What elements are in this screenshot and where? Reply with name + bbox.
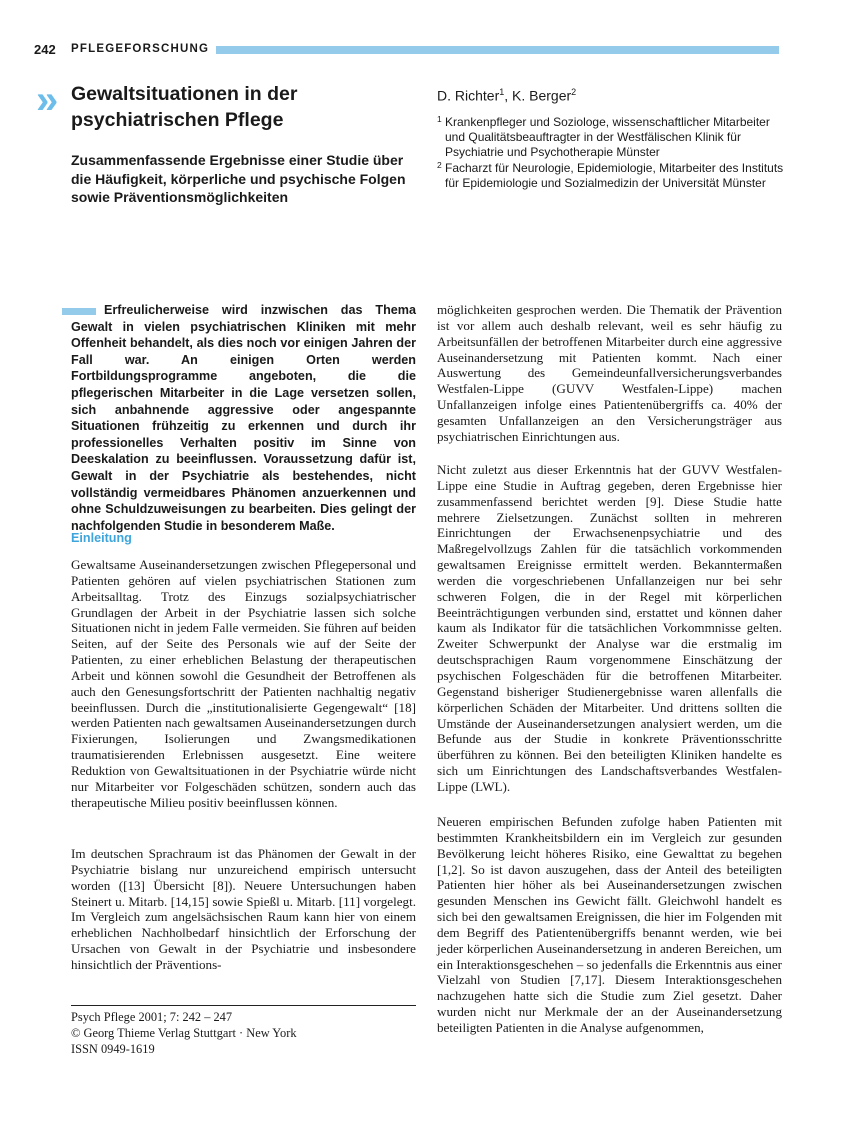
affiliation-text: Facharzt für Neurologie, Epidemiologie, Mitarbeiter des Instituts für Epidemiologie und Sozialmedizin der Universität Münster (445, 161, 784, 191)
author-affiliation-mark: 1 (499, 87, 505, 97)
article-subtitle: Zusammenfassende Ergebnisse einer Studie über die Häufigkeit, körperliche und psychische Folgen sowie Präventionsmöglichkeiten (71, 152, 406, 205)
author-name: K. Berger (512, 87, 572, 104)
journal-citation: Psych Pflege 2001; 7: 242 – 247 (71, 1010, 233, 1024)
abstract: Erfreulicherweise wird inzwischen das Thema Gewalt in vielen psychiatrischen Kliniken mit mehr Offenheit behandelt, als dies noch vor einigen Jahren der Fall war. An einigen Orten werden Fortbildungsprogramme angeboten, die die pflegerischen Mitarbeiter in die Lage versetzen sollen, sich anbahnende aggressive oder angespannte Situationen frühzeitig zu erkennen und durch ihr professionelles Verhalten positiv im Sinne von Deeskalation zu beeinflussen. Voraussetzung dafür ist, Gewalt in der Psychiatrie als bestehendes, nicht vollständig vermeidbares Phänomen anzuerkennen und ohne Schuldzuweisungen zu bearbeiten. Dies gelingt der nachfolgenden Studie in besonderem Maße. (71, 303, 416, 533)
body-paragraph: möglichkeiten gesprochen werden. Die Thematik der Prävention ist vor allem auch deshalb relevant, weil es sehr häufig zu Arbeitsunfällen der betroffenen Mitarbeiter durch eine aggressive Auseinandersetzung mit Patienten kommt. Nach einer Auswertung des Gemeindeunfallversicherungsverbandes Westfalen-Lippe (GUVV Westfalen-Lippe) machen Unfallanzeigen infolge eines Patientenübergriffs ca. 40% der gesamten Unfallanzeigen an den Versicherungsträger aus psychiatrischen Einrichtungen aus. (437, 302, 782, 444)
affiliation-marker: 1 (437, 114, 442, 124)
affiliation-marker: 2 (437, 160, 442, 170)
body-paragraph: Gewaltsame Auseinandersetzungen zwischen Pflegepersonal und Patienten gehören auf vielen psychiatrischen Stationen zum Arbeitsalltag. Trotz des Einzugs sozialpsychiatrischer Grundlagen der Arbeit in der Psychiatrie lassen sich solche Situationen nicht in jedem Falle vermeiden. Sie führen auf beiden Seiten, auf der Seite des Personals wie auf der Seite der Patienten, zu einer erheblichen Belastung der therapeutischen Arbeit und können sowohl die Gesundheit der Betroffenen als auch den Genesungsfortschritt der Patienten nachhaltig negativ beeinflussen. Durch die „institutionalisierte Gegengewalt“ [18] werden Patienten nach gewaltsamen Auseinandersetzungen durch Fixierungen, Isolierungen und Zwangsmedikationen traumatisierenden Erlebnissen ausgesetzt. Eine weitere Reduktion von Gewaltsituationen in der Psychiatrie würde nicht nur Mitarbeiter vor Folgeschäden schützen, sondern auch das therapeutische Milieu positiv beeinflussen können. (71, 557, 416, 810)
author-name: D. Richter (437, 87, 500, 104)
header-rule (216, 46, 779, 54)
author-separator: , (504, 87, 513, 104)
affiliation-text: Krankenpfleger und Soziologe, wissenschaftlicher Mitarbeiter und Qualitätsbeauftragter in der Westfälischen Klinik für Psychiatrie und Psychotherapie Münster (445, 115, 770, 160)
body-paragraph: Im deutschen Sprachraum ist das Phänomen der Gewalt in der Psychiatrie bislang nur unzureichend empirisch untersucht worden ([13] Übersicht [8]). Neuere Untersuchungen haben Steinert u. Mitarb. [14,15] sowie Spießl u. Mitarb. [11] vorgelegt. Im Vergleich zum angelsächsischen Raum kann hier von einem erheblichen Nachholbedarf hinsichtlich der Erforschung der Ursachen von Gewalt in der Psychiatrie und insbesondere hinsichtlich der Präventions- (71, 846, 416, 972)
article-title: Gewaltsituationen in der psychiatrischen Pflege (71, 83, 298, 131)
body-paragraph: Nicht zuletzt aus dieser Erkenntnis hat der GUVV Westfalen-Lippe eine Studie in Auftrag gegeben, deren Ergebnisse hier zusammenfassend berichtet werden [9]. Diese Studie hatte mehrere Zielsetzungen. Zunächst sollten in mehreren Einrichtungen der Erwachsenenpsychiatrie und des Maßregelvollzugs Zahlen für die tatsächlich vorkommenden gewaltsamen Ereignisse ermittelt werden. Bekanntermaßen werden die vorgeschriebenen Unfallanzeigen nur bei sehr schweren Folgen, die in der Regel mit körperlichen Beeinträchtigungen verbunden sind, erstattet und können daher kaum als Indikator für die tatsächlichen Vorkommnisse gelten. Zweiter Schwerpunkt der Analyse war die erstmalig im deutschsprachigen Raum vorgenommene Einschätzung der psychischen Folgeschäden für die betroffenen Mitarbeiter. Gegenstand bisheriger Studienergebnisse waren allenfalls die körperlichen Schäden der Mitarbeiter. Und drittens sollten die Umstände der Auseinandersetzungen analysiert werden, um die Befunde aus der Studie in konkrete Präventionsschritte überführen zu können. Bei den beteiligten Kliniken handelte es sich um Einrichtungen des Landschaftsverbandes Westfalen-Lippe (LWL). (437, 462, 782, 794)
issn-line: ISSN 0949-1619 (71, 1042, 155, 1056)
section-heading-introduction: Einleitung (71, 531, 132, 545)
author-affiliation-mark: 2 (571, 87, 577, 97)
page-number: 242 (34, 42, 56, 57)
section-title: PFLEGEFORSCHUNG (71, 43, 210, 55)
affiliation (437, 115, 787, 161)
body-paragraph: Neueren empirischen Befunden zufolge haben Patienten mit bestimmten Krankheitsbildern ein im Vergleich zur gesunden Bevölkerung leicht höheres Risiko, eine Gewalttat zu begehen [1,2]. So ist davon auszugehen, dass der Anteil des beteiligten Patienten hier höher als bei Auseinandersetzungen zwischen gesunden Menschen ins Gewicht fällt. Gleichwohl handelt es sich bei den gewaltsamen Ereignissen, die hier im Folgenden mit dem Begriff des Patientenübergriffs benannt werden, wie bei jeder körperlichen Auseinandersetzung in anderen Bereichen, um ein Interaktionsgeschehen – so jedenfalls die Erkenntnis aus einer Vielzahl von Studien [7,17]. Diesem Interaktionsgeschehen nachzugehen hatte sich die Studie zum Ziel gesetzt. Daher wurden nicht nur Merkmale der an der Auseinandersetzung beteiligten Patienten in die Analyse aufgenommen, (437, 814, 782, 1035)
affiliation (437, 161, 787, 191)
author-line (437, 87, 576, 104)
title-quote-icon: » (36, 78, 59, 122)
footer-rule (71, 1005, 416, 1006)
publisher-line: © Georg Thieme Verlag Stuttgart · New York (71, 1026, 297, 1040)
